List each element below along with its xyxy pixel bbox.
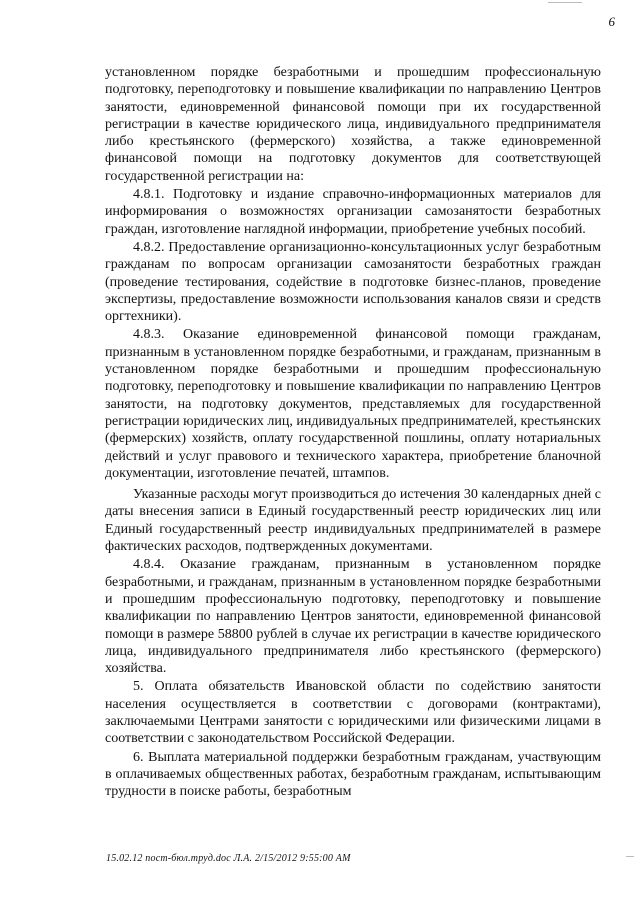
paragraph-5: 5. Оплата обязательств Ивановской области по содействию занятости населения осуществляется в соответствии с договорами (контрактами), заключаемыми Центрами занятости с юридическими или физическими лицами в соответствии с законодательством Российской Федерации. bbox=[105, 679, 601, 747]
paragraph-4-8-2: 4.8.2. Предоставление организационно-консультационных услуг безработным гражданам по вопросам организации самозанятости безработных граждан (проведение тестирования, содействие в подготовке бизнес-планов, проведение экспертизы, предоставление возможности использования каналов связи и средств оргтехники). bbox=[105, 239, 601, 325]
scan-corner-mark bbox=[626, 856, 634, 857]
paragraph-4-8-3: 4.8.3. Оказание единовременной финансовой помощи гражданам, признанным в установленном порядке безработными, и гражданам, признанным в установленном порядке безработными и прошедшим профессиональную подготовку, переподготовку и повышение квалификации по направлению Центров занятости, на подготовку документов, представляемых для государственной регистрации юридических лиц, индивидуальных предпринимателей, крестьянских (фермерских) хозяйств, оплату государственной пошлины, оплату нотариальных действий и услуг правового и технического характера, приобретение бланочной документации, изготовление печатей, штампов. bbox=[105, 327, 601, 481]
paragraph-6: 6. Выплата материальной поддержки безработным гражданам, участвующим в оплачиваемых общественных работах, безработным гражданам, испытывающим трудности в поиске работы, безработным bbox=[105, 749, 601, 800]
paragraph-4-8-1: 4.8.1. Подготовку и издание справочно-информационных материалов для информирования о возможностях организации самозанятости безработных граждан, изготовление наглядной информации, приобретение учебных пособий. bbox=[105, 187, 601, 237]
paragraph-expenses-note: Указанные расходы могут производиться до истечения 30 календарных дней с даты внесения записи в Единый государственный реестр юридических лиц или Единый государственный реестр индивидуальных предпринимателей в размере фактических расходов, подтвержденных документами. bbox=[105, 487, 601, 555]
page-number: 6 bbox=[608, 14, 615, 29]
document-body bbox=[105, 64, 601, 800]
scan-mark bbox=[548, 2, 582, 3]
paragraph-4-8-4: 4.8.4. Оказание гражданам, признанным в установленном порядке безработными, и гражданам, признанным в установленном порядке безработными и прошедшим профессиональную подготовку, переподготовку и повышение квалификации по направлению Центров занятости, единовременной финансовой помощи в размере 58800 рублей в случае их регистрации в качестве юридического лица, индивидуального предпринимателя либо крестьянского (фермерского) хозяйства. bbox=[105, 557, 601, 677]
footer-file-info: 15.02.12 пост-бюл.труд.doc Л.А. 2/15/2012 9:55:00 AM bbox=[106, 853, 351, 864]
paragraph-continuation: установленном порядке безработными и прошедшим профессиональную подготовку, переподготовку и повышение квалификации по направлению Центров занятости, единовременной финансовой помощи при их государственной регистрации в качестве юридического лица, индивидуального предпринимателя либо крестьянского (фермерского) хозяйства, а также единовременной финансовой помощи на подготовку документов для соответствующей государственной регистрации на: bbox=[105, 65, 601, 184]
